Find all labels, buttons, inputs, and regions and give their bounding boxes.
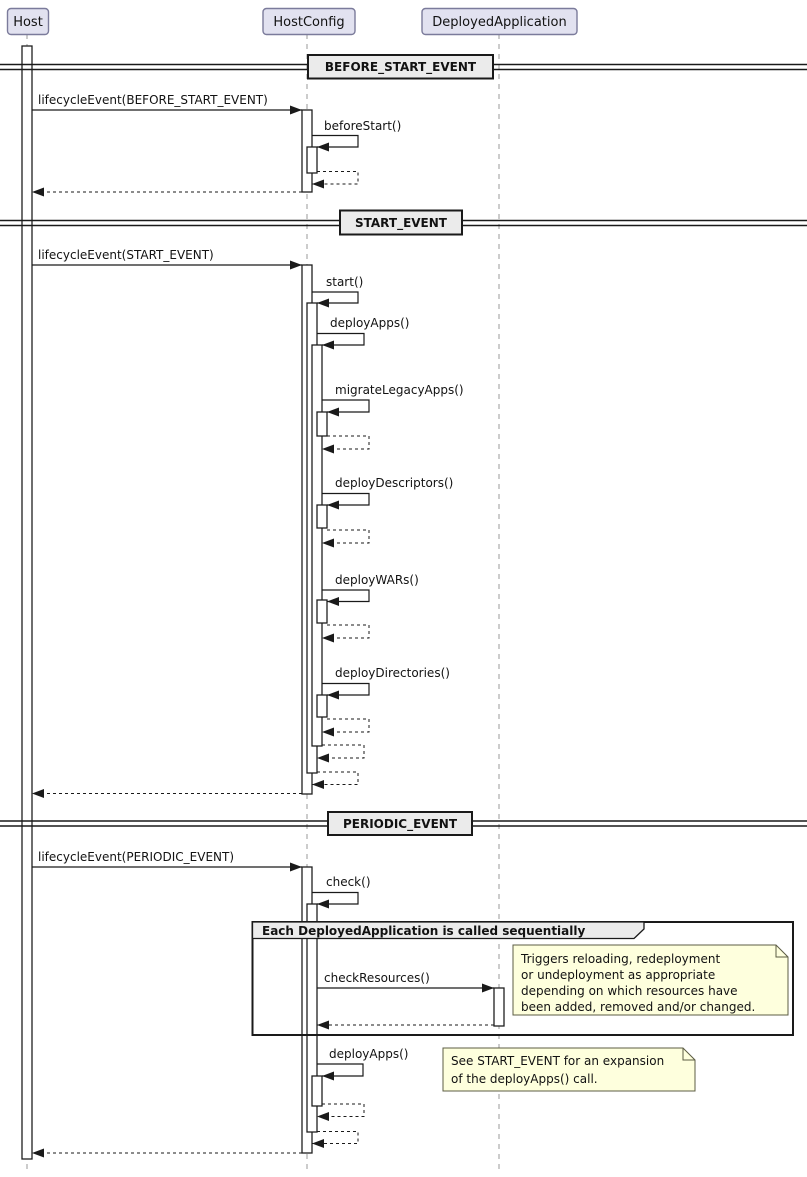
arrow-beforestart-self xyxy=(312,136,358,148)
return-migratelegacyapps xyxy=(322,436,369,449)
arrow-start-self xyxy=(312,292,358,303)
participants xyxy=(8,9,578,35)
label-deployapps-periodic: deployApps() xyxy=(329,1047,409,1061)
label-check: check() xyxy=(326,875,371,889)
label-lifecycle-periodic-event: lifecycleEvent(PERIODIC_EVENT) xyxy=(38,850,235,864)
arrow-deployapps-periodic-self xyxy=(317,1064,363,1076)
message-arrows xyxy=(32,110,494,1153)
return-deploydescriptors xyxy=(322,530,369,543)
note-line: of the deployApps() call. xyxy=(451,1072,598,1086)
arrow-migratelegacyapps-self xyxy=(322,400,369,412)
divider-before-start-event xyxy=(0,55,807,79)
label-migratelegacyapps: migrateLegacyApps() xyxy=(335,383,464,397)
return-deployapps xyxy=(317,745,364,758)
arrow-deploydescriptors-self xyxy=(322,494,369,506)
label-lifecycle-before-start-event: lifecycleEvent(BEFORE_START_EVENT) xyxy=(38,93,268,107)
divider-periodic-event xyxy=(0,812,807,835)
note-line: or undeployment as appropriate xyxy=(521,968,716,982)
note-checkresources xyxy=(513,945,788,1015)
activation-deployapps-periodic xyxy=(312,1076,322,1106)
label-deploydescriptors: deployDescriptors() xyxy=(335,476,454,490)
return-deployapps-periodic xyxy=(317,1104,364,1117)
message-labels xyxy=(38,93,464,1061)
return-check xyxy=(312,1132,358,1144)
arrow-deploywars-self xyxy=(322,590,369,602)
activation-host xyxy=(22,46,32,1159)
label-deployapps: deployApps() xyxy=(330,316,410,330)
activation-migratelegacyapps xyxy=(317,412,327,436)
arrow-check-self xyxy=(312,893,358,905)
label-deploywars: deployWARs() xyxy=(335,573,419,587)
return-deploywars xyxy=(322,625,369,638)
return-beforestart xyxy=(312,172,358,185)
note-line: been added, removed and/or changed. xyxy=(521,1000,756,1014)
activation-beforestart xyxy=(307,147,317,173)
activation-deploywars xyxy=(317,600,327,623)
note-line: depending on which resources have xyxy=(521,984,738,998)
return-start xyxy=(312,772,358,785)
label-lifecycle-start-event: lifecycleEvent(START_EVENT) xyxy=(38,248,214,262)
return-deploydirectories xyxy=(322,719,369,732)
divider-label: BEFORE_START_EVENT xyxy=(324,60,477,74)
label-checkresources: checkResources() xyxy=(324,971,430,985)
activation-deployapps xyxy=(312,345,322,746)
group-frame-label: Each DeployedApplication is called sequentially xyxy=(262,924,586,938)
activation-deploydescriptors xyxy=(317,505,327,528)
activation-deploydirectories xyxy=(317,695,327,717)
participant-label-deployedapplication: DeployedApplication xyxy=(432,15,567,30)
participant-label-hostconfig: HostConfig xyxy=(273,15,345,30)
note-line: See START_EVENT for an expansion xyxy=(451,1054,665,1068)
participant-label-host: Host xyxy=(13,15,43,30)
divider-start-event xyxy=(0,211,807,235)
arrow-deployapps-self xyxy=(317,334,364,346)
label-deploydirectories: deployDirectories() xyxy=(335,666,450,680)
lifelines xyxy=(27,34,499,1172)
arrow-deploydirectories-self xyxy=(322,684,369,696)
note-line: Triggers reloading, redeployment xyxy=(521,952,721,966)
activation-deployedapplication xyxy=(494,988,504,1026)
divider-label: START_EVENT xyxy=(355,216,447,230)
divider-label: PERIODIC_EVENT xyxy=(342,817,458,831)
label-beforestart: beforeStart() xyxy=(324,119,402,133)
note-deployapps-reference xyxy=(443,1048,695,1091)
label-start: start() xyxy=(326,275,364,289)
